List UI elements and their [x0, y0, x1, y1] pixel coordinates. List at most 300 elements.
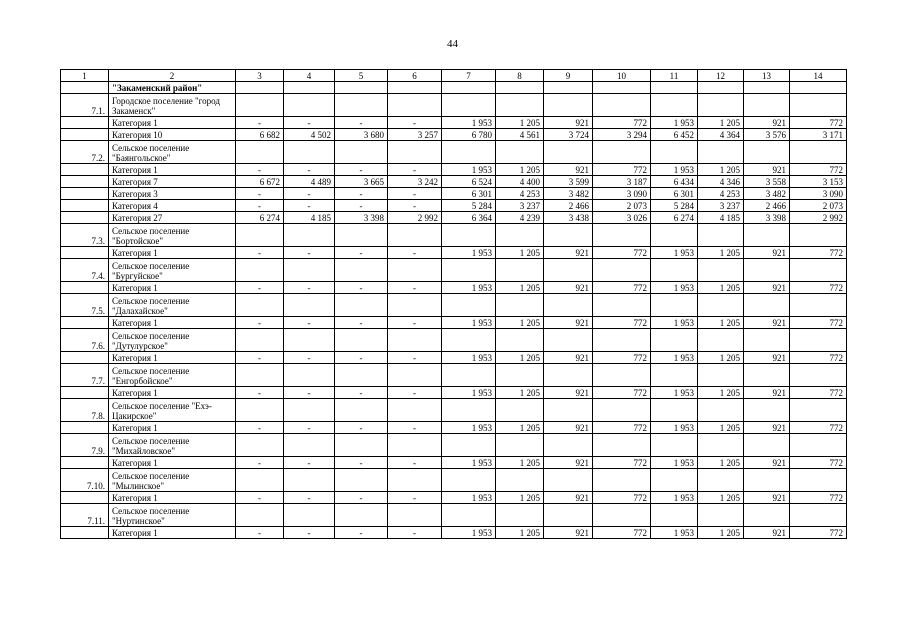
row-number: 7.4. [61, 259, 109, 282]
row-number [61, 282, 109, 294]
table-cell [284, 469, 335, 492]
table-cell: 772 [790, 387, 847, 399]
table-cell [335, 364, 388, 387]
table-cell: 1 205 [698, 247, 744, 259]
table-row [61, 212, 847, 224]
row-number [61, 188, 109, 200]
row-number [61, 117, 109, 129]
table-cell: 772 [790, 164, 847, 176]
table-cell [496, 224, 544, 247]
table-cell: 1 953 [651, 387, 698, 399]
table-cell [284, 504, 335, 527]
table-cell: 6 780 [442, 129, 496, 141]
table-cell: 3 398 [335, 212, 388, 224]
table-cell: 921 [744, 117, 790, 129]
table-cell: 1 953 [651, 492, 698, 504]
table-cell: 921 [744, 352, 790, 364]
table-cell: 4 253 [698, 188, 744, 200]
table-cell: 6 364 [442, 212, 496, 224]
table-cell: 5 284 [442, 200, 496, 212]
table-cell: 1 953 [442, 492, 496, 504]
table-cell: - [236, 492, 284, 504]
row-number [61, 176, 109, 188]
table-cell: 4 364 [698, 129, 744, 141]
table-cell [335, 141, 388, 164]
column-header: 5 [335, 70, 388, 82]
table-body [61, 70, 847, 539]
table-cell: 772 [790, 317, 847, 329]
row-number: 7.10. [61, 469, 109, 492]
table-cell [442, 399, 496, 422]
table-cell: 921 [744, 527, 790, 539]
table-cell: 772 [790, 457, 847, 469]
table-cell: 772 [790, 352, 847, 364]
row-name: Сельское поселение "Нуртинское" [109, 504, 236, 527]
table-cell: 3 242 [388, 176, 442, 188]
table-cell: - [335, 317, 388, 329]
table-cell: 921 [544, 117, 593, 129]
table-cell [698, 364, 744, 387]
table-cell [442, 82, 496, 94]
table-cell: 1 953 [442, 282, 496, 294]
table-cell [335, 294, 388, 317]
table-cell: - [388, 282, 442, 294]
table-row [61, 164, 847, 176]
group-row [61, 259, 847, 282]
table-cell: - [388, 200, 442, 212]
table-cell [388, 224, 442, 247]
table-cell [544, 224, 593, 247]
table-cell: 4 253 [496, 188, 544, 200]
table-cell [284, 294, 335, 317]
table-cell: 1 953 [651, 457, 698, 469]
table-cell: - [388, 352, 442, 364]
table-cell: 6 682 [236, 129, 284, 141]
table-cell [284, 434, 335, 457]
table-cell: 921 [544, 527, 593, 539]
table-cell [236, 329, 284, 352]
table-cell [442, 259, 496, 282]
table-cell: 3 558 [744, 176, 790, 188]
table-cell: 1 205 [496, 527, 544, 539]
column-header: 6 [388, 70, 442, 82]
table-cell [236, 364, 284, 387]
table-cell: - [284, 282, 335, 294]
table-cell [496, 294, 544, 317]
table-cell: 1 205 [496, 247, 544, 259]
table-cell [335, 434, 388, 457]
table-row [61, 176, 847, 188]
table-cell: 3 171 [790, 129, 847, 141]
table-cell: 1 953 [442, 352, 496, 364]
table-cell [790, 94, 847, 117]
table-cell: 772 [790, 492, 847, 504]
table-cell [593, 364, 651, 387]
table-cell [593, 504, 651, 527]
row-name: Категория 27 [109, 212, 236, 224]
table-cell [496, 434, 544, 457]
row-number [61, 387, 109, 399]
row-name: Категория 1 [109, 422, 236, 434]
table-cell: - [236, 188, 284, 200]
table-cell [698, 259, 744, 282]
table-cell: 921 [544, 387, 593, 399]
table-cell: 3 237 [496, 200, 544, 212]
row-name: Сельское поселение "Ехэ-Цакирское" [109, 399, 236, 422]
table-cell: - [388, 492, 442, 504]
table-cell [388, 469, 442, 492]
table-cell [651, 294, 698, 317]
table-cell [284, 364, 335, 387]
table-cell [651, 224, 698, 247]
table-cell: 921 [744, 247, 790, 259]
table-cell: 2 073 [593, 200, 651, 212]
table-cell [335, 469, 388, 492]
table-cell: 1 205 [496, 352, 544, 364]
table-row [61, 387, 847, 399]
table-cell [593, 141, 651, 164]
table-cell [236, 224, 284, 247]
table-cell [593, 399, 651, 422]
row-name: Категория 1 [109, 317, 236, 329]
table-cell [284, 329, 335, 352]
table-cell: 921 [544, 282, 593, 294]
table-cell: 3 187 [593, 176, 651, 188]
table-cell: 1 953 [651, 247, 698, 259]
table-cell [388, 434, 442, 457]
table-cell [236, 259, 284, 282]
table-cell: 4 185 [284, 212, 335, 224]
row-name: "Закаменский район" [109, 82, 236, 94]
table-row [61, 247, 847, 259]
row-name: Категория 1 [109, 387, 236, 399]
table-cell [744, 141, 790, 164]
row-name: Категория 1 [109, 247, 236, 259]
table-cell [388, 294, 442, 317]
table-cell [698, 141, 744, 164]
table-cell: 772 [593, 422, 651, 434]
table-cell [744, 399, 790, 422]
table-row [61, 117, 847, 129]
row-number [61, 422, 109, 434]
table-cell: 1 205 [496, 282, 544, 294]
table-cell: - [284, 188, 335, 200]
table-cell: 772 [790, 527, 847, 539]
table-cell: 1 205 [698, 282, 744, 294]
table-cell [496, 399, 544, 422]
group-row [61, 94, 847, 117]
table-cell: - [335, 422, 388, 434]
row-name: Категория 7 [109, 176, 236, 188]
table-cell: - [236, 387, 284, 399]
table-cell [790, 434, 847, 457]
table-cell: - [335, 492, 388, 504]
table-cell: 1 205 [496, 422, 544, 434]
table-cell [236, 504, 284, 527]
column-header: 10 [593, 70, 651, 82]
table-cell [651, 364, 698, 387]
table-cell [651, 504, 698, 527]
table-cell [744, 294, 790, 317]
table-cell [593, 94, 651, 117]
header-row [61, 70, 847, 82]
row-name: Категория 1 [109, 282, 236, 294]
table-cell [236, 469, 284, 492]
table-cell [284, 259, 335, 282]
table-cell [698, 434, 744, 457]
table-cell: 1 953 [442, 317, 496, 329]
table-cell: - [388, 457, 442, 469]
table-cell [335, 94, 388, 117]
table-cell: - [284, 200, 335, 212]
row-number [61, 164, 109, 176]
table-cell: - [284, 247, 335, 259]
row-name: Сельское поселение "Далахайское" [109, 294, 236, 317]
row-number: 7.6. [61, 329, 109, 352]
table-cell [790, 364, 847, 387]
table-cell: - [236, 527, 284, 539]
table-cell [651, 329, 698, 352]
column-header: 7 [442, 70, 496, 82]
table-cell [593, 329, 651, 352]
table-cell [388, 504, 442, 527]
table-cell [388, 329, 442, 352]
table-row [61, 188, 847, 200]
row-number [61, 492, 109, 504]
table-cell: 921 [544, 352, 593, 364]
group-row [61, 141, 847, 164]
table-cell [790, 259, 847, 282]
group-row [61, 294, 847, 317]
table-cell [496, 82, 544, 94]
table-cell: 1 953 [651, 164, 698, 176]
row-name: Категория 1 [109, 457, 236, 469]
table-cell: 1 205 [698, 164, 744, 176]
table-cell [236, 94, 284, 117]
table-cell: - [388, 188, 442, 200]
column-header: 4 [284, 70, 335, 82]
table-cell: 3 599 [544, 176, 593, 188]
table-cell [442, 504, 496, 527]
table-cell [442, 224, 496, 247]
row-number [61, 352, 109, 364]
table-cell: 1 953 [442, 527, 496, 539]
table-cell [651, 399, 698, 422]
row-name: Сельское поселение "Михайловское" [109, 434, 236, 457]
table-cell [698, 82, 744, 94]
row-name: Сельское поселение "Бургуйское" [109, 259, 236, 282]
table-cell: - [236, 317, 284, 329]
row-name: Категория 1 [109, 492, 236, 504]
table-row [61, 527, 847, 539]
table-cell: - [335, 282, 388, 294]
table-cell [442, 294, 496, 317]
column-header: 3 [236, 70, 284, 82]
table-cell: 6 301 [442, 188, 496, 200]
table-cell: 1 953 [442, 422, 496, 434]
table-cell [544, 399, 593, 422]
table-cell [496, 94, 544, 117]
table-cell: 5 284 [651, 200, 698, 212]
table-cell [744, 434, 790, 457]
table-cell: 4 489 [284, 176, 335, 188]
table-cell [388, 141, 442, 164]
table-cell [744, 329, 790, 352]
table-cell [698, 399, 744, 422]
table-cell: 772 [593, 164, 651, 176]
table-cell: - [388, 527, 442, 539]
table-cell: 6 274 [236, 212, 284, 224]
table-cell: 921 [744, 457, 790, 469]
group-row [61, 224, 847, 247]
table-cell [335, 399, 388, 422]
table-row [61, 352, 847, 364]
table-cell: 772 [593, 282, 651, 294]
table-cell [335, 259, 388, 282]
row-number [61, 247, 109, 259]
table-cell: 6 301 [651, 188, 698, 200]
group-row [61, 469, 847, 492]
table-cell [790, 294, 847, 317]
table-cell: 1 205 [496, 492, 544, 504]
row-name: Категория 1 [109, 527, 236, 539]
table-cell [544, 259, 593, 282]
row-number: 7.9. [61, 434, 109, 457]
table-cell [593, 82, 651, 94]
table-cell: 2 073 [790, 200, 847, 212]
row-number [61, 129, 109, 141]
table-cell: 2 466 [744, 200, 790, 212]
column-header: 14 [790, 70, 847, 82]
row-name: Сельское поселение "Дутулурское" [109, 329, 236, 352]
table-cell [496, 504, 544, 527]
table-cell: 6 524 [442, 176, 496, 188]
row-number: 7.2. [61, 141, 109, 164]
table-cell: 772 [593, 352, 651, 364]
table-cell [496, 329, 544, 352]
table-cell: 3 090 [790, 188, 847, 200]
table-cell: 772 [790, 422, 847, 434]
table-cell: 2 466 [544, 200, 593, 212]
table-cell: - [284, 164, 335, 176]
table-cell [790, 329, 847, 352]
table-cell: - [335, 457, 388, 469]
table-cell [651, 94, 698, 117]
table-cell: 1 953 [442, 247, 496, 259]
table-cell: - [236, 457, 284, 469]
table-cell [236, 399, 284, 422]
row-name: Категория 1 [109, 352, 236, 364]
row-number [61, 82, 109, 94]
table-cell: 3 680 [335, 129, 388, 141]
table-cell [698, 294, 744, 317]
table-cell [544, 434, 593, 457]
table-cell: 3 482 [744, 188, 790, 200]
row-number [61, 527, 109, 539]
table-cell [698, 504, 744, 527]
table-cell: 1 953 [442, 457, 496, 469]
table-cell: - [335, 527, 388, 539]
table-row [61, 317, 847, 329]
table-cell: 1 953 [442, 387, 496, 399]
table-cell: - [236, 164, 284, 176]
table-cell: 3 237 [698, 200, 744, 212]
table-cell: 1 953 [651, 317, 698, 329]
table-cell [593, 434, 651, 457]
table-cell [388, 82, 442, 94]
column-header: 1 [61, 70, 109, 82]
table-cell [790, 399, 847, 422]
table-cell [698, 329, 744, 352]
table-cell: - [335, 247, 388, 259]
table-cell: 921 [744, 422, 790, 434]
column-header: 2 [109, 70, 236, 82]
group-row [61, 399, 847, 422]
table-row [61, 457, 847, 469]
table-cell: 772 [790, 282, 847, 294]
table-cell [744, 504, 790, 527]
table-cell [442, 141, 496, 164]
group-row [61, 329, 847, 352]
row-name: Категория 3 [109, 188, 236, 200]
table-cell [496, 364, 544, 387]
table-cell: 921 [744, 317, 790, 329]
table-cell: 3 398 [744, 212, 790, 224]
table-cell [496, 259, 544, 282]
table-cell: 4 400 [496, 176, 544, 188]
table-cell: 772 [593, 457, 651, 469]
table-cell: - [284, 457, 335, 469]
table-cell [236, 141, 284, 164]
table-cell: 1 205 [698, 317, 744, 329]
table-cell [790, 141, 847, 164]
row-number: 7.3. [61, 224, 109, 247]
table-cell: 772 [593, 247, 651, 259]
table-cell: - [388, 164, 442, 176]
table-cell: 3 438 [544, 212, 593, 224]
row-name: Сельское поселение "Мылинское" [109, 469, 236, 492]
table-cell: - [335, 164, 388, 176]
table-cell: 772 [790, 247, 847, 259]
table-cell: - [284, 117, 335, 129]
table-cell: - [284, 352, 335, 364]
column-header: 13 [744, 70, 790, 82]
table-cell: - [388, 317, 442, 329]
table-cell: 6 274 [651, 212, 698, 224]
table-cell: 921 [744, 492, 790, 504]
table-cell [496, 141, 544, 164]
table-cell: 1 953 [442, 164, 496, 176]
row-name: Городское поселение "город Закаменск" [109, 94, 236, 117]
table-cell: 4 346 [698, 176, 744, 188]
row-number [61, 457, 109, 469]
row-number [61, 200, 109, 212]
table-cell: - [284, 387, 335, 399]
table-cell [651, 434, 698, 457]
table-cell [544, 94, 593, 117]
table-cell [790, 82, 847, 94]
table-cell: 1 205 [496, 164, 544, 176]
table-cell [284, 399, 335, 422]
table-cell: 6 452 [651, 129, 698, 141]
table-cell: 1 205 [496, 457, 544, 469]
table-cell: - [236, 117, 284, 129]
row-number: 7.5. [61, 294, 109, 317]
table-cell: 3 724 [544, 129, 593, 141]
group-row [61, 434, 847, 457]
row-number: 7.1. [61, 94, 109, 117]
row-number [61, 212, 109, 224]
